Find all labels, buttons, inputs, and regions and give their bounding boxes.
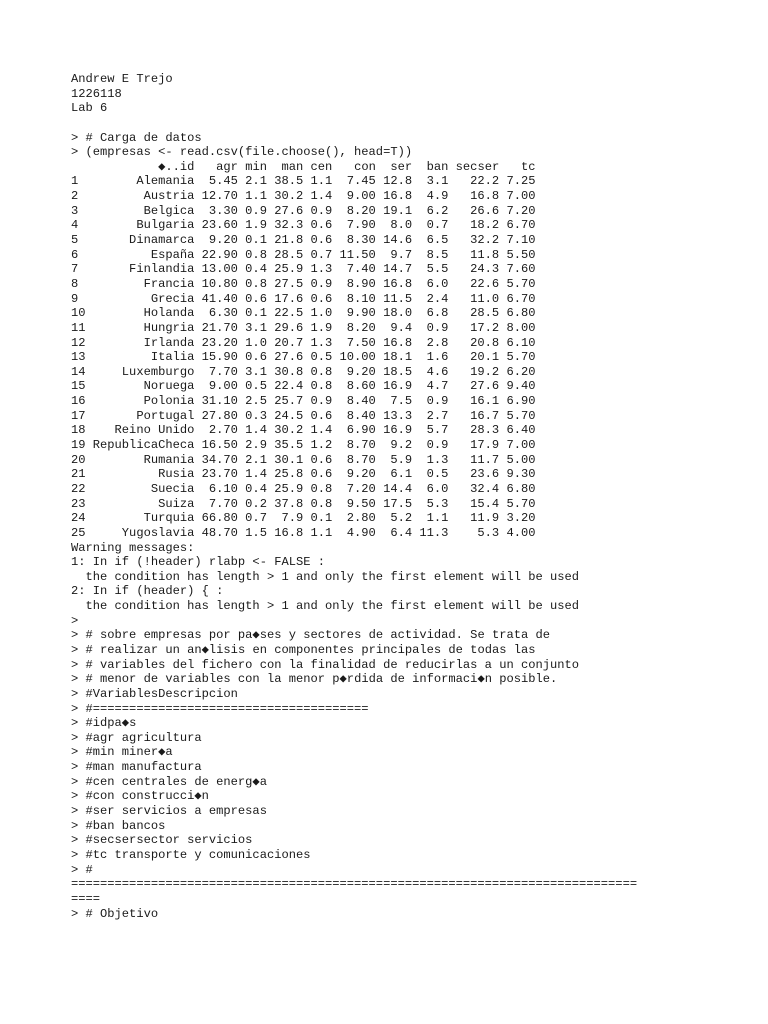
command-line: > (empresas <- read.csv(file.choose(), head=T)) xyxy=(71,145,413,160)
comment-line: > # sobre empresas por pa◆ses y sectores de actividad. Se trata de xyxy=(71,628,551,643)
separator-line: ============================================================================== xyxy=(71,877,638,892)
lab-title: Lab 6 xyxy=(71,101,108,116)
table-row: 25 Yugoslavia 48.70 1.5 16.8 1.1 4.90 6.4 11.3 5.3 4.00 xyxy=(71,525,536,540)
table-row: 20 Rumania 34.70 2.1 30.1 0.6 8.70 5.9 1.3 11.7 5.00 xyxy=(71,452,536,467)
table-row: 6 España 22.90 0.8 28.5 0.7 11.50 9.7 8.5 11.8 5.50 xyxy=(71,247,536,262)
table-row: 23 Suiza 7.70 0.2 37.8 0.8 9.50 17.5 5.3 15.4 5.70 xyxy=(71,496,536,511)
student-id: 1226118 xyxy=(71,86,122,101)
comment-line: > #min miner◆a xyxy=(71,745,173,760)
comment-line: > #tc transporte y comunicaciones xyxy=(71,847,311,862)
table-row: 15 Noruega 9.00 0.5 22.4 0.8 8.60 16.9 4.7 27.6 9.40 xyxy=(71,379,536,394)
warning-line: 2: In if (header) { : xyxy=(71,584,224,599)
table-row: 10 Holanda 6.30 0.1 22.5 1.0 9.90 18.0 6.8 28.5 6.80 xyxy=(71,306,536,321)
table-row: 13 Italia 15.90 0.6 27.6 0.5 10.00 18.1 1.6 20.1 5.70 xyxy=(71,350,536,365)
table-row: 19 RepublicaCheca 16.50 2.9 35.5 1.2 8.70 9.2 0.9 17.9 7.00 xyxy=(71,438,536,453)
comment-line: > #idpa◆s xyxy=(71,716,137,731)
table-row: 12 Irlanda 23.20 1.0 20.7 1.3 7.50 16.8 2.8 20.8 6.10 xyxy=(71,335,536,350)
table-header: ◆..id agr min man cen con ser ban secser tc xyxy=(71,159,536,174)
author-name: Andrew E Trejo xyxy=(71,72,173,86)
comment-line: > #ban bancos xyxy=(71,818,166,833)
comment-line: > #VariablesDescripcion xyxy=(71,686,238,701)
table-row: 17 Portugal 27.80 0.3 24.5 0.6 8.40 13.3 2.7 16.7 5.70 xyxy=(71,408,536,423)
table-row: 21 Rusia 23.70 1.4 25.8 0.6 9.20 6.1 0.5 23.6 9.30 xyxy=(71,467,536,482)
comment-line: > #ser servicios a empresas xyxy=(71,804,267,819)
comment-line: > # Objetivo xyxy=(71,906,159,921)
warning-line: 1: In if (!header) rlabp <- FALSE : xyxy=(71,555,326,570)
table-row: 18 Reino Unido 2.70 1.4 30.2 1.4 6.90 16.9 5.7 28.3 6.40 xyxy=(71,423,536,438)
comment-line: ==== xyxy=(71,891,101,906)
separator-line: > # xyxy=(71,862,93,877)
table-row: 2 Austria 12.70 1.1 30.2 1.4 9.00 16.8 4.9 16.8 7.00 xyxy=(71,189,536,204)
comment-line: > #man manufactura xyxy=(71,760,202,775)
comment-line: > #====================================== xyxy=(71,701,369,716)
comment-line: > # variables del fichero con la finalidad de reducirlas a un conjunto xyxy=(71,657,580,672)
comment-line: > #cen centrales de energ◆a xyxy=(71,774,267,789)
table-row: 22 Suecia 6.10 0.4 25.9 0.8 7.20 14.4 6.0 32.4 6.80 xyxy=(71,481,536,496)
table-row: 3 Belgica 3.30 0.9 27.6 0.9 8.20 19.1 6.2 26.6 7.20 xyxy=(71,203,536,218)
console-document xyxy=(71,72,761,921)
comment-line: > #secsersector servicios xyxy=(71,833,253,848)
table-row: 8 Francia 10.80 0.8 27.5 0.9 8.90 16.8 6.0 22.6 5.70 xyxy=(71,276,536,291)
table-row: 9 Grecia 41.40 0.6 17.6 0.6 8.10 11.5 2.4 11.0 6.70 xyxy=(71,291,536,306)
prompt-line: > xyxy=(71,613,79,628)
warning-line: the condition has length > 1 and only the first element will be used xyxy=(71,599,580,614)
table-row: 7 Finlandia 13.00 0.4 25.9 1.3 7.40 14.7 5.5 24.3 7.60 xyxy=(71,262,536,277)
blank-line xyxy=(71,116,761,131)
table-row: 16 Polonia 31.10 2.5 25.7 0.9 8.40 7.5 0.9 16.1 6.90 xyxy=(71,394,536,409)
comment-line: > # menor de variables con la menor p◆rdida de informaci◆n posible. xyxy=(71,672,558,687)
table-row: 4 Bulgaria 23.60 1.9 32.3 0.6 7.90 8.0 0.7 18.2 6.70 xyxy=(71,218,536,233)
table-row: 24 Turquia 66.80 0.7 7.9 0.1 2.80 5.2 1.1 11.9 3.20 xyxy=(71,511,536,526)
table-row: 1 Alemania 5.45 2.1 38.5 1.1 7.45 12.8 3.1 22.2 7.25 xyxy=(71,174,536,189)
comment-line: > #con construcci◆n xyxy=(71,789,209,804)
comment-line: > #agr agricultura xyxy=(71,730,202,745)
table-row: 14 Luxemburgo 7.70 3.1 30.8 0.8 9.20 18.5 4.6 19.2 6.20 xyxy=(71,364,536,379)
warning-line: the condition has length > 1 and only the first element will be used xyxy=(71,569,580,584)
comment-line: > # realizar un an◆lisis en componentes principales de todas las xyxy=(71,642,536,657)
warning-heading: Warning messages: xyxy=(71,540,195,555)
table-row: 11 Hungria 21.70 3.1 29.6 1.9 8.20 9.4 0.9 17.2 8.00 xyxy=(71,320,536,335)
table-row: 5 Dinamarca 9.20 0.1 21.8 0.6 8.30 14.6 6.5 32.2 7.10 xyxy=(71,233,536,248)
comment-line: > # Carga de datos xyxy=(71,130,202,145)
